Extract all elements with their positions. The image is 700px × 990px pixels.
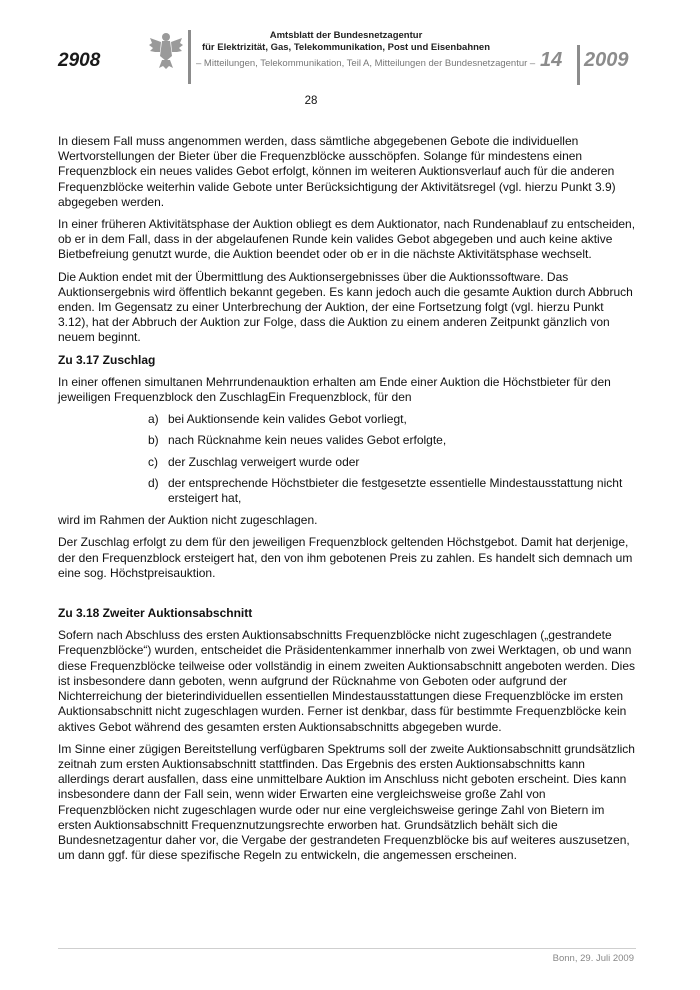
section-heading-3-17: Zu 3.17 Zuschlag: [58, 352, 156, 367]
issue-year: 2009: [584, 49, 629, 71]
list-item: [58, 455, 636, 470]
footer-place-date: Bonn, 29. Juli 2009: [552, 953, 634, 964]
paragraph: Die Auktion endet mit der Übermittlung des Auktionsergebnisses über die Auktionssoftware. Das Auktionsergebnis wird öffentlich bekannt gegeben. Es kann jedoch auch die gesamte Auktion durch Abbruch enden. Im Gegensatz zu einer Unterbrechung der Auktion, der eine Fortsetzung folgt (vgl. hierzu Punkt 3.12), hat der Abbruch der Auktion zur Folge, dass die Auktion zu einem anderen Zeitpunkt gänzlich von neuem beginnt.: [58, 269, 633, 345]
list-marker: d): [148, 475, 159, 490]
paragraph: In einer offenen simultanen Mehrrundenauktion erhalten am Ende einer Auktion die Höchstbieter für den jeweiligen Frequenzblock den ZuschlagEin Frequenzblock, für den: [58, 374, 611, 405]
list-item-text: der entsprechende Höchstbieter die festgesetzte essentielle Mindestausstattung nicht ersteigert hat,: [168, 475, 623, 506]
publication-title: [196, 30, 496, 54]
issue-divider: [577, 45, 580, 85]
paragraph: In einer früheren Aktivitätsphase der Auktion obliegt es dem Auktionator, nach Rundenablauf zu entscheiden, ob er in dem Fall, dass in der abgelaufenen Runde kein valides Gebot abgegeben und auch keine aktive Bietbefreiung genutzt wurde, die Auktion beendet oder ob er in die nächste Aktivitätsphase wechselt.: [58, 217, 636, 262]
paragraph: Der Zuschlag erfolgt zu dem für den jeweiligen Frequenzblock geltenden Höchstgebot. Damit hat derjenige, der den Frequenzblock ersteigert hat, den von ihm gebotenen Preis zu zahlen. Es handelt sich demnach um eine sog. Höchstpreisauktion.: [58, 535, 633, 580]
publication-title-line2: für Elektrizität, Gas, Telekommunikation, Post und Eisenbahnen: [201, 42, 491, 53]
publication-subtitle: – Mitteilungen, Telekommunikation, Teil A, Mitteilungen der Bundesnetzagentur –: [196, 58, 536, 69]
list-marker: b): [148, 433, 159, 448]
issue-number: 14: [540, 49, 563, 71]
list-item-text: der Zuschlag verweigert wurde oder: [168, 454, 360, 469]
list-marker: c): [148, 454, 158, 469]
paragraph: wird im Rahmen der Auktion nicht zugeschlagen.: [58, 513, 318, 528]
document-body: [58, 134, 636, 870]
paragraph: Sofern nach Abschluss des ersten Auktionsabschnitts Frequenzblöcke nicht zugeschlagen („gestrandete Frequenzblöcke“) wurden, entscheidet die Präsidentenkammer innerhalb von zwei Werktagen, ob und wann diese Frequenzblöcke teilweise oder vollständig in einem zweiten Auktionsabschnitt angeboten werden. Dies ist insbesondere dann geboten, wenn aufgrund der Rücknahme von Geboten oder aufgrund der Nichterreichung der bieterindividuellen essentiellen Mindestausstattungen diese Frequenzblöcke im ersten Auktionsabschnitt nicht zugeschlagen wurden. Ferner ist denkbar, dass für bestimmte Frequenzblöcke kein aktives Gebot während des gesamten ersten Auktionsabschnitts abgegeben wurde.: [58, 628, 636, 734]
paragraph: In diesem Fall muss angenommen werden, dass sämtliche abgegebenen Gebote die individuellen Wertvorstellungen der Bieter über die Frequenzblöcke ausschöpfen. Solange für mindestens einen Frequenzblock ein neues valides Gebot erfolgt, können im weiteren Auktionsverlauf auch für die anderen Frequenzblöcke weiterhin valide Gebote unter Berücksichtigung der Aktivitätsregel (vgl. hierzu Punkt 3.9) abgegeben werden.: [58, 134, 616, 209]
header-divider: [188, 30, 191, 84]
page-number: 2908: [58, 50, 101, 71]
footer-divider: [58, 948, 636, 949]
list-item: [58, 433, 636, 448]
sheet-number: 28: [304, 95, 318, 107]
list-item: [58, 476, 636, 506]
list-item-text: nach Rücknahme kein neues valides Gebot erfolgte,: [168, 433, 447, 448]
section-heading-3-18: Zu 3.18 Zweiter Auktionsabschnitt: [58, 606, 253, 621]
paragraph: Im Sinne einer zügigen Bereitstellung verfügbaren Spektrums soll der zweite Auktionsabschnitt grundsätzlich zeitnah zum ersten Auktionsabschnitt stattfinden. Das Ergebnis des ersten Auktionsabschnitts kann allerdings derart ausfallen, dass eine unmittelbare Auktion im Anschluss nicht geboten erscheint. Dies kann insbesondere dann der Fall sein, wenn wider Erwarten eine vergleichsweise große Zahl von Frequenzblöcken nicht zugeschlagen wurde oder nur eine vergleichsweise geringe Zahl von Bietern im ersten Auktionsabschnitt Frequenznutzungsrechte erworben hat. Grundsätzlich behält sich die Bundesnetzagentur daher vor, die Vergabe der gestrandeten Frequenzblöcke bis auf weiteres auszusetzen, um dann ggf. für diese spezifische Regeln zu entwickeln, die angemessen erscheinen.: [58, 741, 635, 863]
list-item: [58, 412, 636, 427]
condition-list: [58, 412, 636, 506]
list-marker: a): [148, 412, 159, 427]
list-item-text: bei Auktionsende kein valides Gebot vorliegt,: [168, 412, 407, 427]
federal-eagle-icon: [148, 30, 184, 70]
publication-title-line1: Amtsblatt der Bundesnetzagentur: [269, 30, 423, 41]
